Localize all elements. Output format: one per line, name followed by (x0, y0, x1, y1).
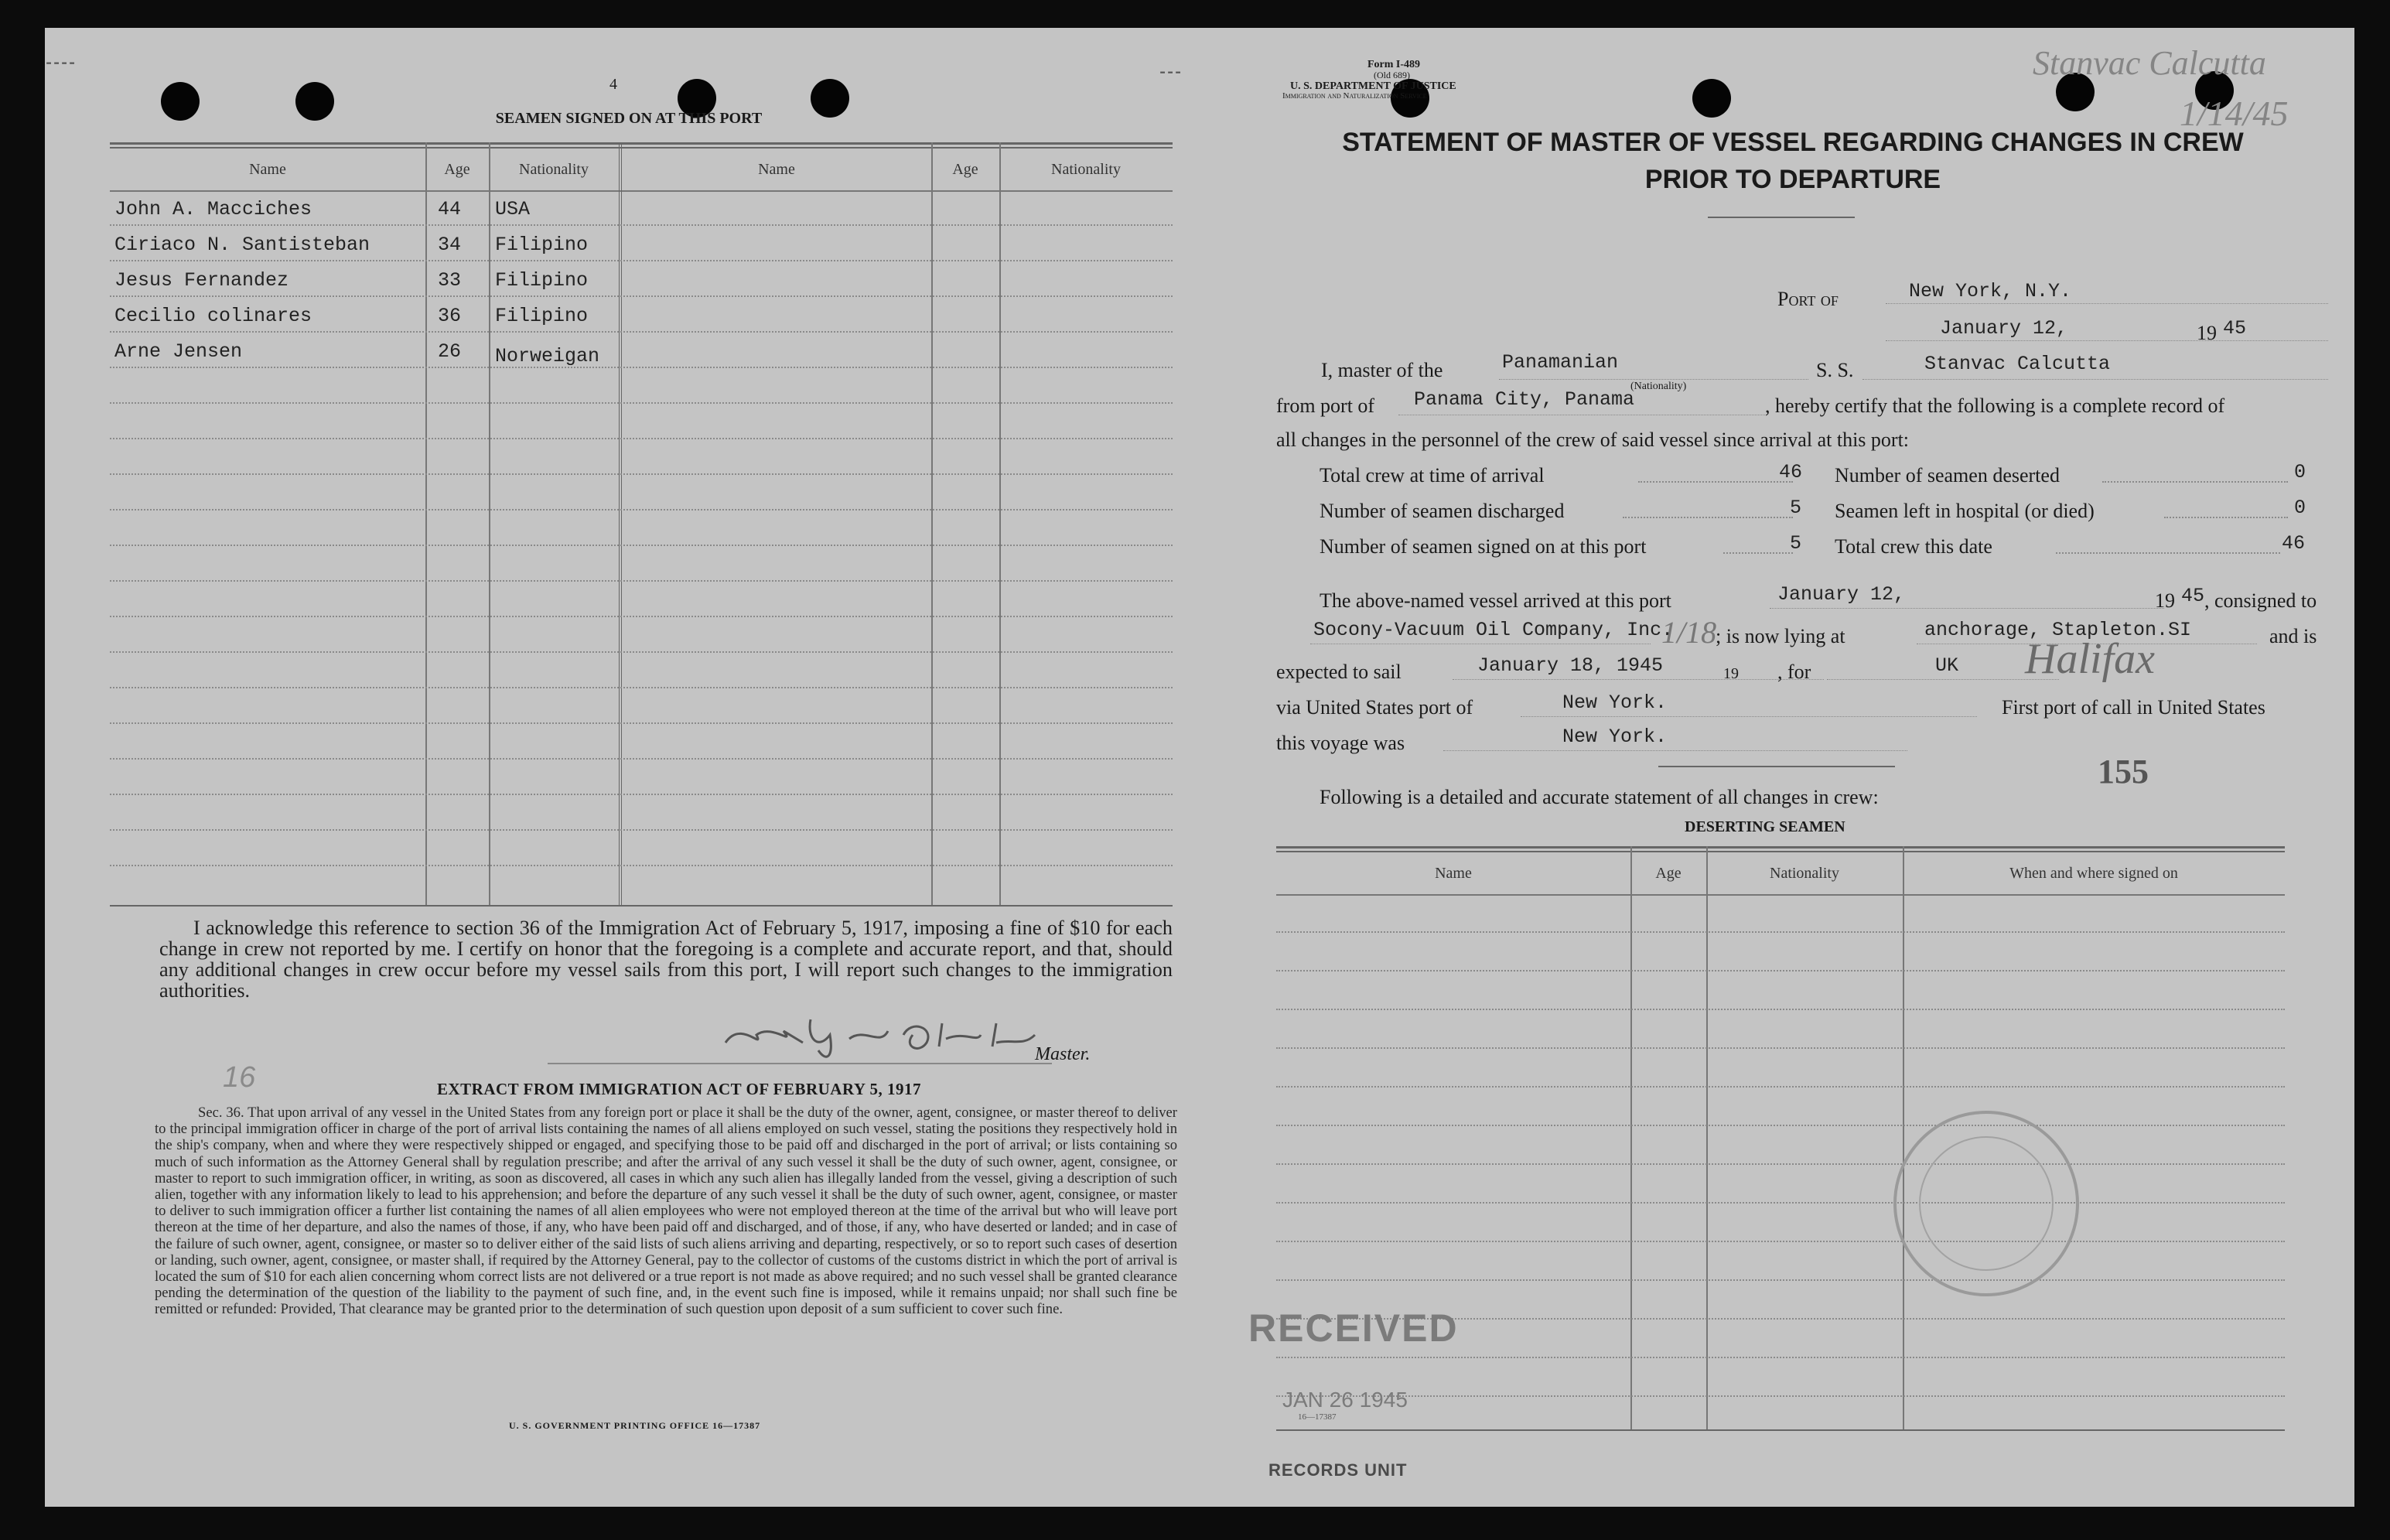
year-prefix: 19 (2197, 322, 2217, 344)
binder-hole (161, 82, 200, 121)
for-label: , for (1777, 661, 1811, 683)
corner-date: 1/14/45 (2180, 94, 2289, 133)
hospital-label: Seamen left in hospital (or died) (1835, 500, 2095, 522)
extract-text: Sec. 36. That upon arrival of any vessel in the United States from any foreign port or place it shall be the duty of the owner, agent, consignee, or master thereof to deliver to the principal immigration officer in charge of the port of arrival lists containing the names of all aliens employed on such vessel, stating the positions they respectively hold in the ship's company, when and where they were respectively shipped or engaged, and specifying those to be paid off and discharged in the port of arrival; or lists containing so much of such information as the Attorney General shall by regulation prescribe; and after the arrival of any such vessel it shall be the duty of such owner, agent, consignee, or master to report to such immigration officer, in writing, as soon as discovered, all cases in which any such alien has illegally landed from the vessel, giving a description of such alien, together with any information likely to lead to his apprehension; and before the departure of any such vessel it shall be the duty of such owner, agent, consignee, or master to deliver to such immigration officer a further list containing the names of all alien employees who were not employed thereon at the time of the arrival but who will leave port thereon at the time of her departure, and also the names of those, if any, who have been paid off and discharged, and of those, if any, who have deserted or landed; and in case of the failure of such owner, agent, consignee, or master so to deliver either of the said lists of such aliens arriving and departing, respectively, or so to report such cases of desertion or landing, such owner, agent, consignee, or master shall, if required by the Attorney General, pay to the collector of customs of the customs district in which the port of arrival is located the sum of $10 for each alien concerning whom correct lists are not delivered or a true report is not made as above required; and no such vessel shall be granted clearance pending the determination of the question of the liability to the payment of such fine, and, in the event such fine is imposed, while it remains unpaid; nor shall such fine be remitted or refunded: Provided, That clearance may be granted prior to the determination of such question upon deposit of a sum sufficient to cover such fine. (155, 1105, 1177, 1318)
corner-handwriting: Stanvac Calcutta (2033, 44, 2266, 82)
form-old: (Old 689) (1374, 70, 1410, 80)
deserting-title: DESERTING SEAMEN (1685, 818, 1845, 835)
total-crew-arrival: 46 (1779, 461, 1803, 483)
signed-on: 5 (1790, 532, 1802, 555)
lying-location: anchorage, Stapleton.SI (1924, 619, 2192, 641)
arrived-date: January 12, (1777, 583, 1906, 606)
sail-date-annotation: 1/18 (1661, 615, 1717, 650)
col-when-where: When and where signed on (2009, 865, 2178, 882)
signed-on-label: Number of seamen signed on at this port (1320, 535, 1647, 558)
printer-line: U. S. GOVERNMENT PRINTING OFFICE 16—17387 (509, 1420, 761, 1431)
master-label: Master. (1035, 1044, 1091, 1064)
col-nationality-2: Nationality (1051, 161, 1121, 178)
via-port: New York. (1562, 691, 1668, 714)
table-row-nationality: Filipino (495, 269, 589, 292)
col-age-2: Age (952, 161, 978, 178)
table-row-nationality: Norweigan (495, 345, 600, 367)
form-title-line1: STATEMENT OF MASTER OF VESSEL REGARDING CHANGES IN CREW (1342, 128, 2244, 157)
via-label: via United States port of (1276, 696, 1473, 719)
vessel-name: Stanvac Calcutta (1924, 353, 2111, 375)
col-name-2: Name (758, 161, 795, 178)
table-row-age: 34 (438, 234, 462, 256)
expected-to-sail: expected to sail (1276, 661, 1402, 683)
table-row-age: 36 (438, 305, 462, 327)
year-value: 45 (2223, 317, 2247, 340)
department: U. S. DEPARTMENT OF JUSTICE (1290, 80, 1456, 92)
received-small-code: 16—17387 (1298, 1412, 1337, 1422)
corner-mark: ⁃⁃⁃⁃ (45, 56, 76, 73)
section-title: SEAMEN SIGNED ON AT THIS PORT (495, 110, 763, 127)
col-nationality: Nationality (1770, 865, 1839, 882)
arrived-year-prefix: 19 (2155, 589, 2175, 612)
first-port-label: First port of call in United States (2002, 696, 2265, 719)
destination-annotation: Halifax (2025, 635, 2155, 683)
ss-label: S. S. (1816, 359, 1854, 381)
form-title (1290, 124, 2296, 198)
sail-year-prefix: 19 (1723, 665, 1739, 682)
hospital: 0 (2294, 497, 2306, 519)
table-row-name: Arne Jensen (114, 340, 243, 363)
binder-hole (295, 82, 334, 121)
col-name: Name (1435, 865, 1472, 882)
total-crew-date: 46 (2282, 532, 2306, 555)
margin-note: 16 (223, 1061, 256, 1094)
following-text: Following is a detailed and accurate statement of all changes in crew: (1320, 786, 1879, 808)
certify-text: , hereby certify that the following is a complete record of (1765, 394, 2225, 417)
table-row-nationality: USA (495, 198, 531, 220)
sail-date: January 18, 1945 (1477, 654, 1664, 677)
document-page (45, 28, 2354, 1507)
page-number: 4 (609, 76, 617, 93)
table-row-name: Cecilio colinares (114, 305, 312, 327)
form-title-line2: PRIOR TO DEPARTURE (1644, 165, 1941, 194)
binder-hole (811, 79, 849, 118)
table-row-name: Jesus Fernandez (114, 269, 289, 292)
from-port-label: from port of (1276, 394, 1375, 417)
page-stamp-number: 155 (2098, 753, 2149, 790)
col-nationality: Nationality (519, 161, 589, 178)
now-lying-at: ; is now lying at (1716, 625, 1845, 647)
acknowledgement-text: I acknowledge this reference to section 36 of the Immigration Act of February 5, 1917, imposing a fine of $10 for each change in crew not reported by me. I certify on honor that the foregoing is a complete and accurate report, and that, should any additional changes in crew occur before my vessel sails from this port, I will report such changes to the immigration authorities. (159, 917, 1173, 1002)
table-row-age: 44 (438, 198, 462, 220)
col-age: Age (444, 161, 470, 178)
binder-hole (1692, 79, 1731, 118)
deserted-label: Number of seamen deserted (1835, 464, 2060, 487)
arrived-text: The above-named vessel arrived at this port (1320, 589, 1671, 612)
table-row-age: 26 (438, 340, 462, 363)
corner-mark: ⁃⁃⁃ (1159, 65, 1182, 82)
discharged: 5 (1790, 497, 1802, 519)
records-unit-stamp: RECORDS UNIT (1268, 1460, 1408, 1480)
destination: UK (1935, 654, 1959, 677)
date-value: January 12, (1940, 317, 2068, 340)
all-changes-text: all changes in the personnel of the crew of said vessel since arrival at this port: (1276, 429, 1910, 451)
service: Immigration and Naturalization Service (1282, 91, 1427, 101)
total-crew-date-label: Total crew this date (1835, 535, 1992, 558)
signed-on-table (110, 142, 1173, 933)
consigned-to: , consigned to (2204, 589, 2317, 612)
circular-stamp (1886, 1103, 2087, 1304)
col-age: Age (1655, 865, 1682, 882)
master-of-label: I, master of the (1321, 359, 1443, 381)
voyage-label: this voyage was (1276, 732, 1405, 754)
port-value: New York, N.Y. (1909, 280, 2072, 302)
col-name: Name (249, 161, 286, 178)
nationality-caption: (Nationality) (1630, 381, 1687, 392)
form-number: Form I-489 (1367, 59, 1421, 70)
table-row-nationality: Filipino (495, 234, 589, 256)
nationality-value: Panamanian (1502, 351, 1619, 374)
table-row-age: 33 (438, 269, 462, 292)
table-row-name: John A. Macciches (114, 198, 312, 220)
total-crew-arrival-label: Total crew at time of arrival (1320, 464, 1545, 487)
received-date: JAN 26 1945 (1282, 1388, 1408, 1412)
table-row-name: Ciriaco N. Santisteban (114, 234, 370, 256)
master-signature (710, 1004, 1050, 1066)
discharged-label: Number of seamen discharged (1320, 500, 1565, 522)
voyage-port: New York. (1562, 726, 1668, 748)
and-is: and is (2269, 625, 2317, 647)
consignee: Socony-Vacuum Oil Company, Inc. (1313, 619, 1674, 641)
extract-title: EXTRACT FROM IMMIGRATION ACT OF FEBRUARY 5, 1917 (436, 1080, 922, 1098)
port-label: Port of (1777, 288, 1839, 310)
deserted: 0 (2294, 461, 2306, 483)
arrived-year: 45 (2181, 585, 2205, 607)
table-row-nationality: Filipino (495, 305, 589, 327)
received-stamp: RECEIVED (1248, 1306, 1459, 1350)
from-port-value: Panama City, Panama (1414, 388, 1635, 411)
